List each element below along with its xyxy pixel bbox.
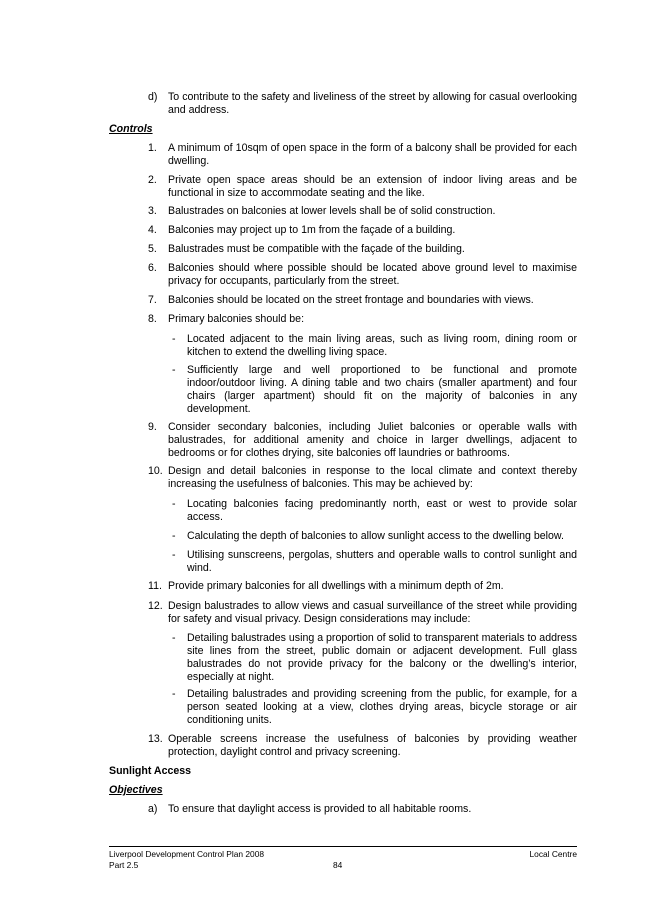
objective-text-a: To ensure that daylight access is provided to all habitable rooms. — [168, 803, 472, 815]
control-label-1: 1. — [148, 142, 157, 154]
control-label-2: 2. — [148, 174, 157, 186]
control-8-sub-label-2: - — [172, 364, 176, 376]
control-text-8: Primary balconies should be: — [168, 313, 305, 325]
intro-item-text: To contribute to the safety and liveliness of the street by allowing for casual overlooking and address. — [168, 91, 577, 116]
control-label-11: 11. — [148, 580, 162, 592]
control-label-4: 4. — [148, 224, 157, 236]
control-text-3: Balustrades on balconies at lower levels shall be of solid construction. — [168, 205, 496, 217]
control-label-5: 5. — [148, 243, 157, 255]
control-text-11: Provide primary balconies for all dwellings with a minimum depth of 2m. — [168, 580, 504, 592]
footer-page-number: 84 — [333, 860, 343, 870]
control-label-13: 13. — [148, 733, 163, 745]
objective-label-a: a) — [148, 803, 158, 815]
footer-rule — [109, 846, 577, 847]
control-12-sub-text-1: Detailing balustrades using a proportion of solid to transparent materials to address site lines from the street, public domain or adjacent development. Full glass balustrades do not provide privacy for the balcony or the dwelling’s interior, especially at night. — [187, 632, 577, 683]
objectives-heading: Objectives — [109, 784, 163, 796]
control-label-3: 3. — [148, 205, 157, 217]
footer-section: Local Centre — [529, 849, 577, 859]
control-text-9: Consider secondary balconies, including Juliet balconies or operable walls with balustrades, for additional amenity and choice in larger dwellings, adjacent to bedrooms or for clothes drying, site balconies off laundries or bathrooms. — [168, 421, 577, 459]
control-text-10: Design and detail balconies in response to the local climate and context thereby increasing the usefulness of balconies. This may be achieved by: — [168, 465, 577, 490]
footer-document-title: Liverpool Development Control Plan 2008 — [109, 849, 265, 859]
control-12-sub-label-1: - — [172, 632, 176, 644]
control-text-7: Balconies should be located on the street frontage and boundaries with views. — [168, 294, 534, 306]
control-8-sub-text-1: Located adjacent to the main living areas, such as living room, dining room or kitchen to extend the dwelling living space. — [187, 333, 577, 358]
control-10-sub-label-3: - — [172, 549, 176, 561]
controls-heading: Controls — [109, 123, 153, 135]
sunlight-access-heading: Sunlight Access — [109, 765, 192, 777]
control-12-sub-label-2: - — [172, 688, 176, 700]
control-8-sub-text-2: Sufficiently large and well proportioned to be functional and promote indoor/outdoor living. A dining table and two chairs (smaller apartment) and four chairs (larger apartment) should fit on the majority of balconies in any development. — [187, 364, 577, 415]
control-label-9: 9. — [148, 421, 157, 433]
control-10-sub-label-2: - — [172, 530, 176, 542]
footer-part: Part 2.5 — [109, 860, 139, 870]
control-8-sub-label-1: - — [172, 333, 176, 345]
control-10-sub-text-2: Calculating the depth of balconies to allow sunlight access to the dwelling below. — [187, 530, 564, 542]
control-label-8: 8. — [148, 313, 157, 325]
control-text-6: Balconies should where possible should be located above ground level to maximise privacy for occupants, particularly from the street. — [168, 262, 577, 287]
intro-item-label: d) — [148, 91, 158, 103]
control-text-1: A minimum of 10sqm of open space in the form of a balcony shall be provided for each dwelling. — [168, 142, 577, 167]
control-text-2: Private open space areas should be an extension of indoor living areas and be functional in size to accommodate seating and the like. — [168, 174, 577, 199]
control-10-sub-label-1: - — [172, 498, 176, 510]
control-text-12: Design balustrades to allow views and casual surveillance of the street while providing for safety and visual privacy. Design considerations may include: — [168, 600, 577, 625]
control-10-sub-text-3: Utilising sunscreens, pergolas, shutters and operable walls to control sunlight and wind. — [187, 549, 577, 574]
control-12-sub-text-2: Detailing balustrades and providing screening from the public, for example, for a person seated looking at a view, clothes drying areas, bicycle storage or air conditioning units. — [187, 688, 577, 726]
control-label-10: 10. — [148, 465, 163, 477]
control-label-7: 7. — [148, 294, 157, 306]
control-text-4: Balconies may project up to 1m from the façade of a building. — [168, 224, 456, 236]
control-label-12: 12. — [148, 600, 163, 612]
control-10-sub-text-1: Locating balconies facing predominantly north, east or west to provide solar access. — [187, 498, 577, 523]
control-text-13: Operable screens increase the usefulness of balconies by providing weather protection, daylight control and privacy screening. — [168, 733, 577, 758]
control-label-6: 6. — [148, 262, 157, 274]
control-text-5: Balustrades must be compatible with the façade of the building. — [168, 243, 465, 255]
